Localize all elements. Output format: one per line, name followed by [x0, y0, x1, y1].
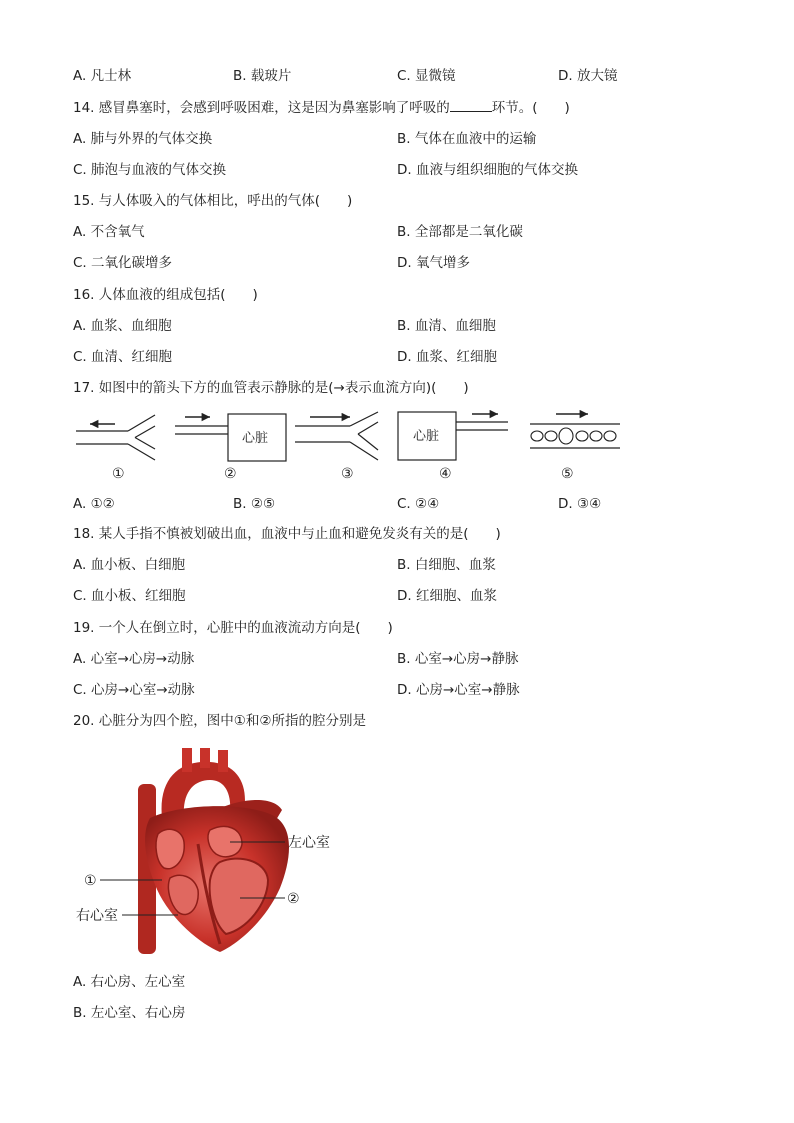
- q18-stem: 18. 某人手指不慎被划破出血，血液中与止血和避免发炎有关的是( ): [73, 526, 501, 542]
- q15-option-a[interactable]: A. 不含氧气: [73, 224, 145, 240]
- q14-option-b[interactable]: B. 气体在血液中的运输: [397, 131, 537, 147]
- blood-cell: [559, 428, 573, 444]
- vessel-2: [175, 414, 286, 482]
- vessel-3: [295, 412, 378, 482]
- vessel-5-label: ⑤: [561, 466, 574, 482]
- q16-option-a[interactable]: A. 血浆、血细胞: [73, 318, 172, 334]
- q17-option-b[interactable]: B. ②⑤: [233, 496, 276, 512]
- q19-stem: 19. 一个人在倒立时，心脏中的血液流动方向是( ): [73, 620, 393, 636]
- q16-option-b[interactable]: B. 血清、血细胞: [397, 318, 496, 334]
- q20-option-a[interactable]: A. 右心房、左心室: [73, 974, 186, 990]
- q19-option-c[interactable]: C. 心房→心室→动脉: [73, 682, 195, 698]
- blood-cell: [604, 431, 616, 441]
- branch-vessel: [182, 748, 192, 772]
- label-marker-1: ①: [84, 873, 97, 889]
- q19-option-a[interactable]: A. 心室→心房→动脉: [73, 651, 195, 667]
- vessel-4: [398, 412, 508, 482]
- q17-option-d[interactable]: D. ③④: [558, 496, 602, 512]
- q13-option-c[interactable]: C. 显微镜: [397, 68, 456, 84]
- vessel-5: [530, 414, 620, 482]
- q17-option-c[interactable]: C. ②④: [397, 496, 440, 512]
- q18-option-b[interactable]: B. 白细胞、血浆: [397, 557, 496, 573]
- label-right-ventricle: 右心室: [76, 908, 118, 924]
- q14-answer-blank: [450, 99, 492, 112]
- blood-cell: [576, 431, 588, 441]
- q14-stem-after: 环节。( ): [491, 100, 570, 116]
- q13-option-d[interactable]: D. 放大镜: [558, 68, 618, 84]
- q14-option-a[interactable]: A. 肺与外界的气体交换: [73, 131, 213, 147]
- blood-cell: [531, 431, 543, 441]
- q13-option-a[interactable]: A. 凡士林: [73, 68, 132, 84]
- label-marker-2: ②: [287, 891, 300, 907]
- q17-option-a[interactable]: A. ①②: [73, 496, 115, 512]
- q14-option-c[interactable]: C. 肺泡与血液的气体交换: [73, 162, 227, 178]
- q14-stem-before: 14. 感冒鼻塞时，会感到呼吸困难，这是因为鼻塞影响了呼吸的: [73, 100, 450, 116]
- q14-stem: [73, 99, 570, 117]
- blood-cell: [545, 431, 557, 441]
- q18-option-c[interactable]: C. 血小板、红细胞: [73, 588, 186, 604]
- vessel-4-heart-label: 心脏: [413, 429, 440, 444]
- q17-stem: 17. 如图中的箭头下方的血管表示静脉的是(→表示血流方向)( ): [73, 380, 469, 396]
- heart-illustration: [70, 748, 350, 958]
- vessel-2-label: ②: [224, 466, 237, 482]
- blood-cell: [590, 431, 602, 441]
- q19-option-d[interactable]: D. 心房→心室→静脉: [397, 682, 520, 698]
- q15-option-b[interactable]: B. 全部都是二氧化碳: [397, 224, 523, 240]
- vessel-1-label: ①: [112, 466, 125, 482]
- q16-stem: 16. 人体血液的组成包括( ): [73, 287, 258, 303]
- q15-option-c[interactable]: C. 二氧化碳增多: [73, 255, 173, 271]
- q15-option-d[interactable]: D. 氧气增多: [397, 255, 470, 271]
- q13-option-b[interactable]: B. 载玻片: [233, 68, 292, 84]
- q19-option-b[interactable]: B. 心室→心房→静脉: [397, 651, 519, 667]
- q17-vessel-figure: [60, 400, 640, 486]
- q16-option-c[interactable]: C. 血清、红细胞: [73, 349, 173, 365]
- q14-option-d[interactable]: D. 血液与组织细胞的气体交换: [397, 162, 578, 178]
- vessel-3-label: ③: [341, 466, 354, 482]
- label-left-ventricle: 左心室: [288, 835, 330, 851]
- q20-stem: 20. 心脏分为四个腔，图中①和②所指的腔分别是: [73, 713, 366, 729]
- branch-vessel: [200, 748, 210, 768]
- q20-option-b[interactable]: B. 左心室、右心房: [73, 1005, 186, 1021]
- left-ventricle-chamber: [210, 859, 268, 934]
- q20-heart-figure: [70, 748, 350, 958]
- vessel-2-heart-label: 心脏: [242, 431, 269, 446]
- vessel-4-label: ④: [439, 466, 452, 482]
- q18-option-d[interactable]: D. 红细胞、血浆: [397, 588, 497, 604]
- branch-vessel: [218, 750, 228, 772]
- q16-option-d[interactable]: D. 血浆、红细胞: [397, 349, 497, 365]
- vessel-1: [76, 415, 155, 482]
- q15-stem: 15. 与人体吸入的气体相比，呼出的气体( ): [73, 193, 353, 209]
- q18-option-a[interactable]: A. 血小板、白细胞: [73, 557, 186, 573]
